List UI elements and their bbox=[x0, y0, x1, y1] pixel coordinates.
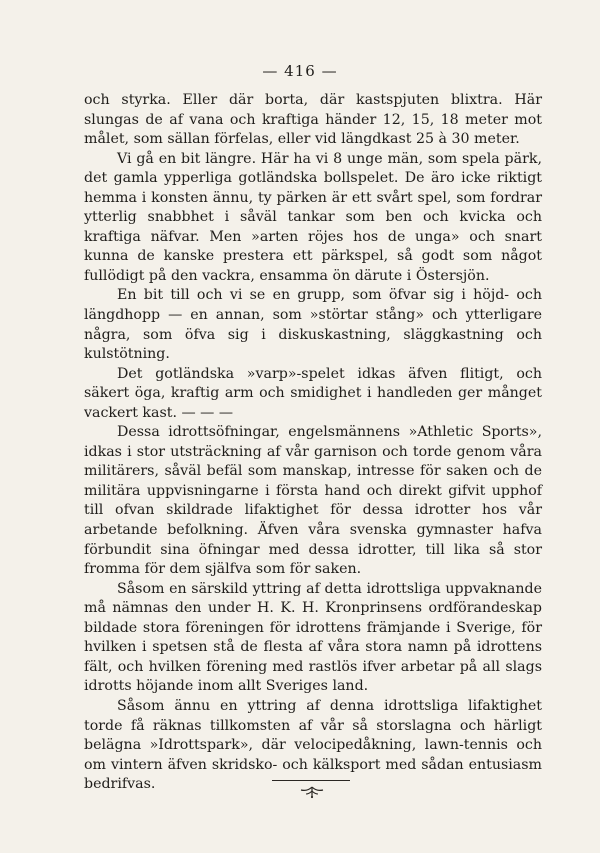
body-text bbox=[84, 91, 542, 795]
paragraph: Såsom ännu en yttring af denna idrottsliga lifaktighet torde få räknas tillkomsten af vår så storslagna och härligt belägna »Idrottspark», där velocipedåkning, lawn-tennis och om vintern äfven skridsko- och kälksport med sådan entusiasm bedrifvas. bbox=[84, 697, 542, 793]
page-number: — 416 — bbox=[262, 62, 338, 80]
ornament-rule bbox=[272, 780, 350, 781]
floral-ornament-icon bbox=[297, 784, 327, 800]
paragraph: och styrka. Eller där borta, där kastspjuten blixtra. Här slungas de af vana och kraftiga händer 12, 15, 18 meter mot målet, som sällan förfelas, eller vid längdkast 25 à 30 meter. bbox=[84, 92, 542, 148]
paragraph: Såsom en särskild yttring af detta idrottsliga uppvaknande må nämnas den under H. K. H. Kronprinsens ordförandeskap bildade stora föreningen för idrottens främjande i Sverige, för hvilken i spetsen stå de flesta af våra stora namn på idrottens fält, och hvilken förening med rastlös ifver arbetar på all slags idrotts höjande inom allt Sveriges land. bbox=[84, 580, 542, 695]
paragraph: En bit till och vi se en grupp, som öfvar sig i höjd- och längdhopp — en annan, som »störtar stång» och ytterligare några, som öfva sig i diskuskastning, släggkastning och kulstötning. bbox=[84, 287, 542, 363]
paragraph: Vi gå en bit längre. Här ha vi 8 unge män, som spela pärk, det gamla ypperliga gotländska bollspelet. De äro icke riktigt hemma i konsten ännu, ty pärken är ett svårt spel, som fordrar ytterlig snabbhet i såväl tankar som ben och kvicka och kraftiga näfvar. Men »arten röjes hos de unga» och snart kunna de kanske prestera ett pärkspel, så godt som något fullödigt på den vackra, ensamma ön därute i Östersjön. bbox=[84, 150, 542, 284]
paragraph: Det gotländska »varp»-spelet idkas äfven flitigt, och säkert öga, kraftig arm och smidighet i handleden ger månget vackert kast. — — — bbox=[84, 365, 542, 421]
paragraph: Dessa idrottsöfningar, engelsmännens »Athletic Sports», idkas i stor utsträckning af vår garnison och torde genom våra militärers, såväl befäl som manskap, intresse för saken och de militära uppvisningarne i första hand och direkt gifvit upphof till ofvan skildrade lifaktighet för dessa idrotter hos vår arbetande befolkning. Äfven våra svenska gymnaster hafva förbundit sina öfningar med dessa idrotter, till lika så stor fromma för dem själfva som för saken. bbox=[84, 424, 542, 578]
